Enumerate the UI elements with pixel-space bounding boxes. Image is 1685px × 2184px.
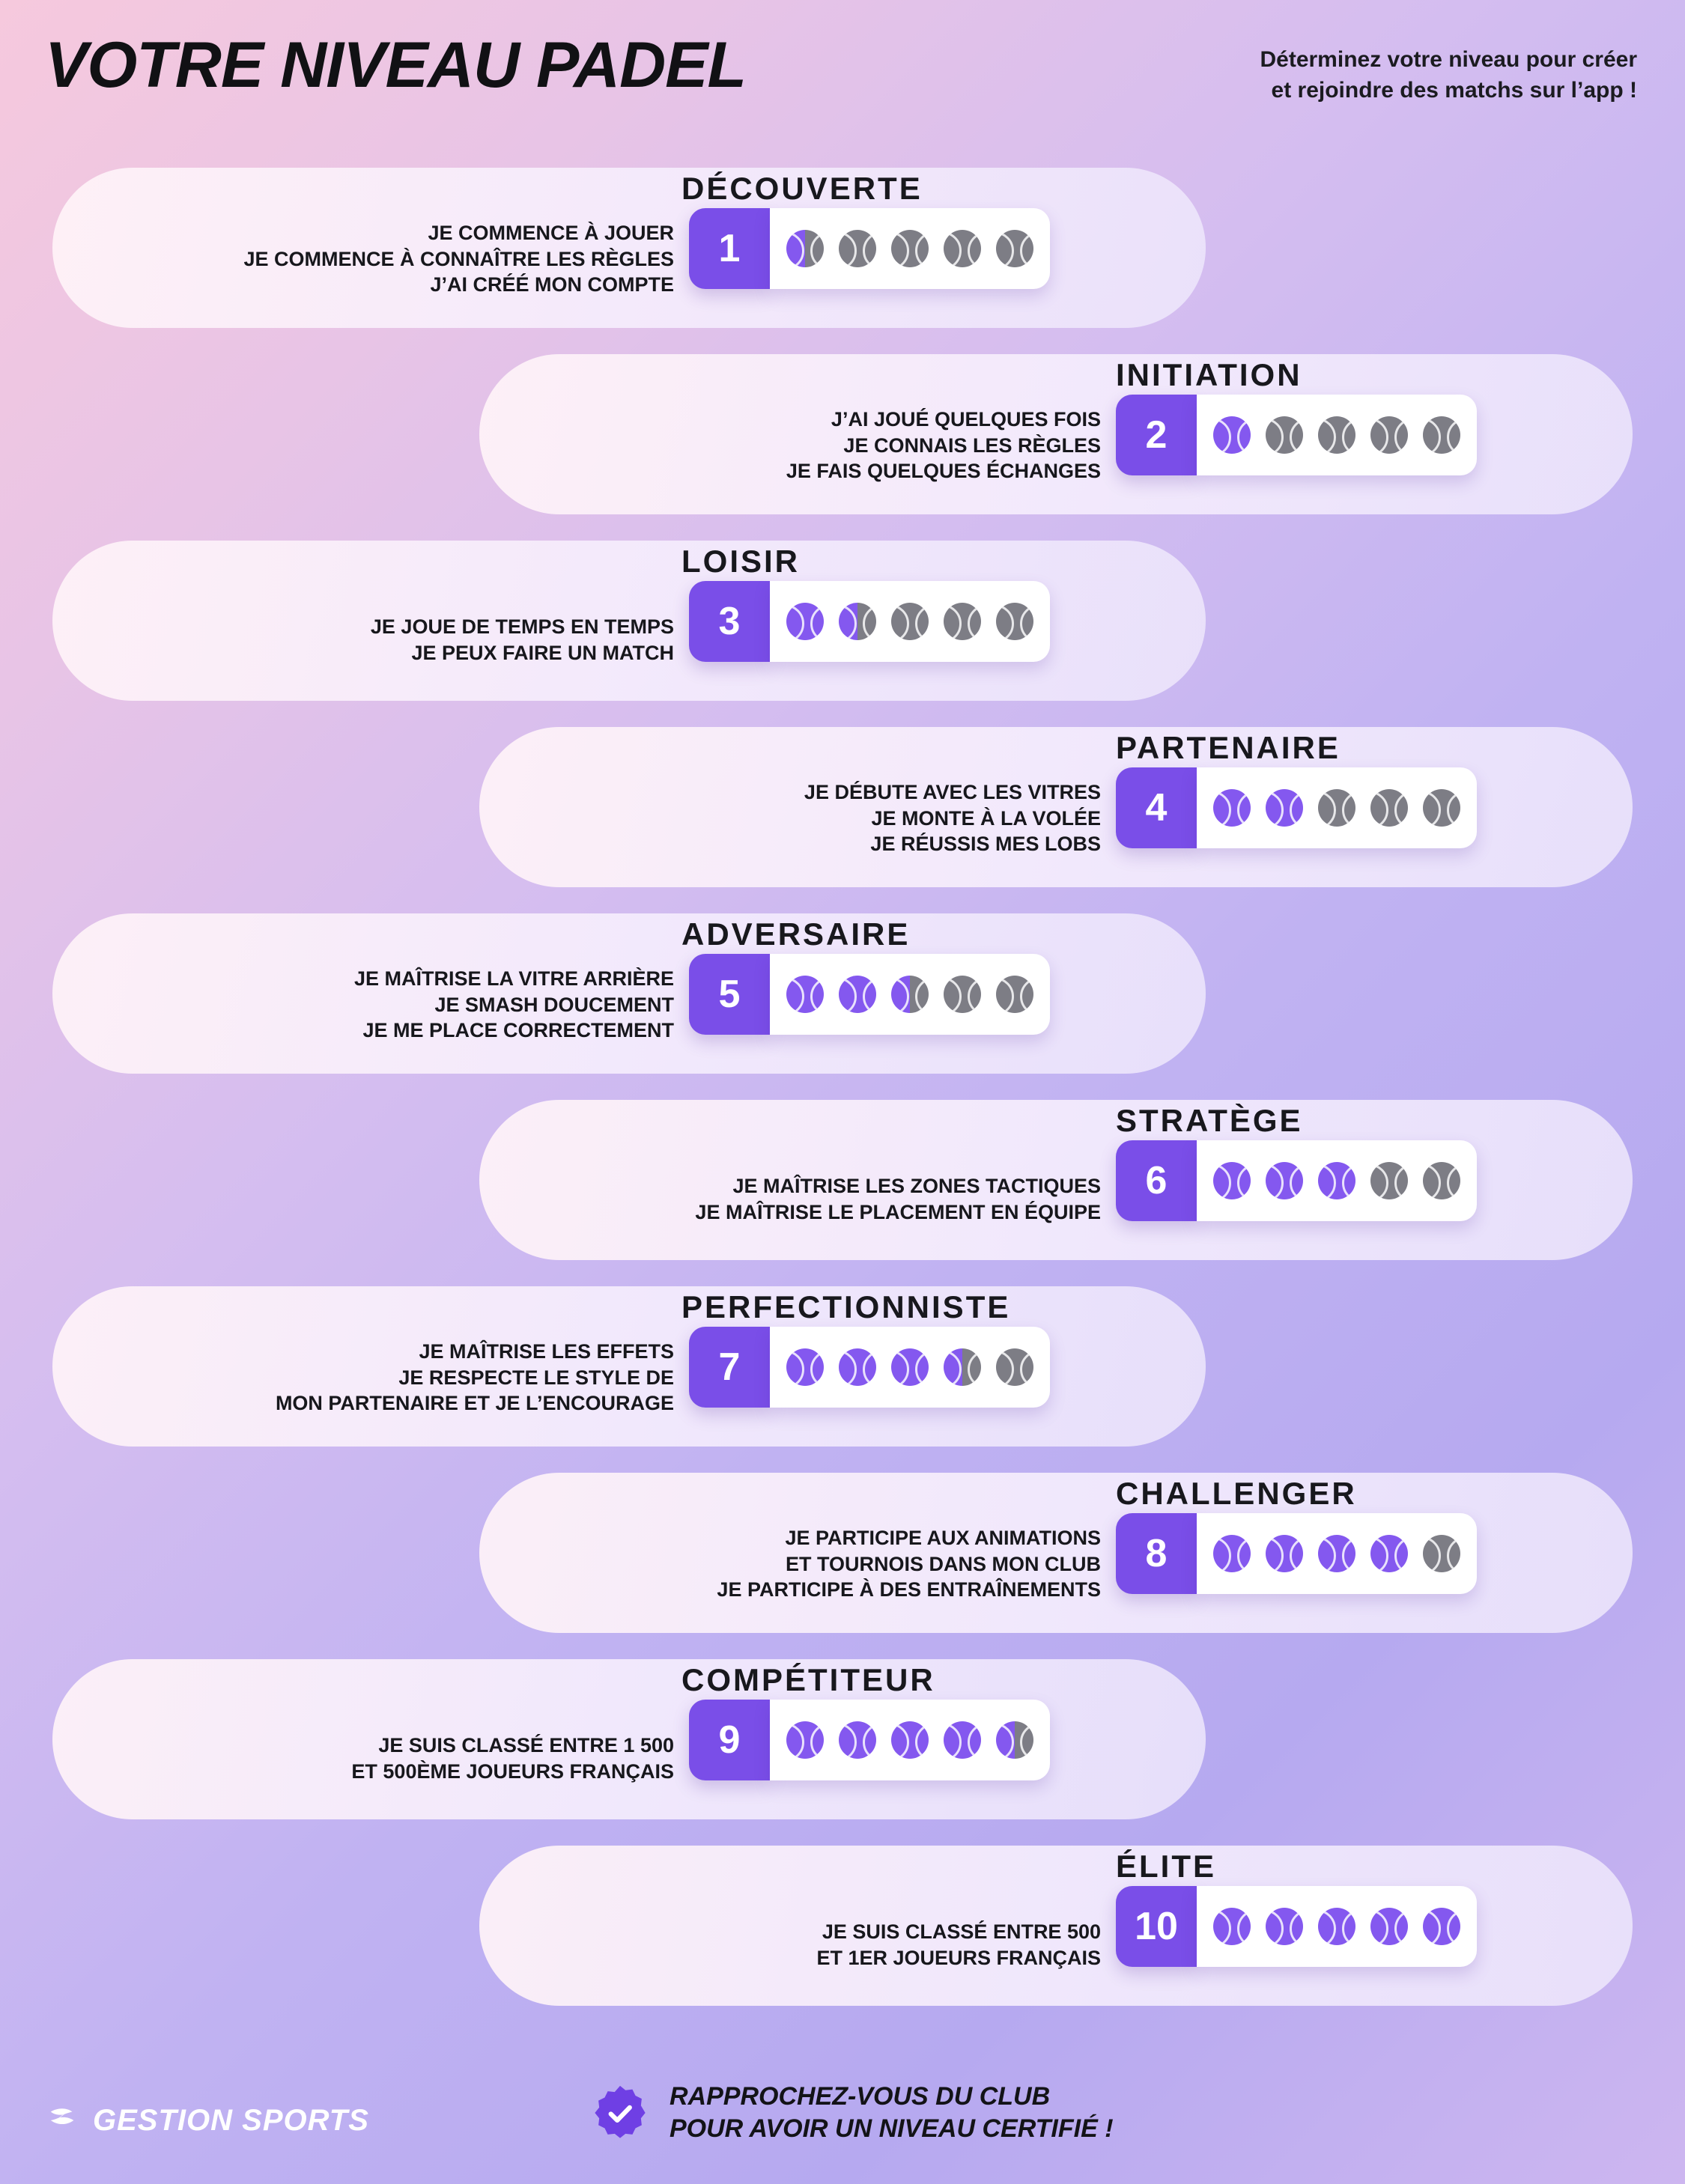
padel-ball-icon: [996, 976, 1033, 1013]
level-description-line: JE PARTICIPE À DES ENTRAÎNEMENTS: [717, 1578, 1101, 1602]
level-title: INITIATION: [1116, 357, 1302, 392]
level-row[interactable]: [0, 350, 1685, 536]
verified-check-badge-icon: [592, 2084, 649, 2141]
padel-ball-icon: [1266, 416, 1303, 454]
footer: [0, 2069, 1685, 2151]
level-description-line: JE PEUX FAIRE UN MATCH: [411, 641, 674, 664]
level-description: [276, 1339, 674, 1417]
level-meter[interactable]: [1116, 1513, 1477, 1594]
header-subtitle: [1023, 45, 1637, 106]
padel-ball-icon: [1423, 1908, 1460, 1945]
level-row[interactable]: [0, 1468, 1685, 1655]
level-description: [786, 407, 1101, 484]
level-title: DÉCOUVERTE: [681, 171, 923, 206]
level-description-line: JE MAÎTRISE LES ZONES TACTIQUES: [732, 1175, 1101, 1197]
padel-ball-icon: [839, 976, 876, 1013]
padel-ball-icon: [1423, 416, 1460, 454]
padel-ball-icon: [996, 1721, 1033, 1759]
padel-ball-icon: [1318, 416, 1355, 454]
header-subtitle-line-1: Déterminez votre niveau pour créer: [1260, 47, 1637, 72]
level-meter[interactable]: [689, 1700, 1050, 1780]
level-description-line: ET 1ER JOUEURS FRANÇAIS: [816, 1946, 1101, 1969]
level-description-line: JE CONNAIS LES RÈGLES: [843, 434, 1101, 457]
level-description-line: JE MAÎTRISE LA VITRE ARRIÈRE: [353, 967, 674, 990]
padel-ball-icon: [891, 230, 929, 267]
padel-ball-icon: [1318, 1908, 1355, 1945]
level-description-line: JE DÉBUTE AVEC LES VITRES: [804, 781, 1101, 803]
level-number-badge: 3: [689, 581, 770, 662]
brand-name: GESTION SPORTS: [93, 2103, 369, 2137]
level-description-line: JE RÉUSSIS MES LOBS: [870, 833, 1101, 856]
level-description: [243, 220, 674, 298]
padel-ball-icon: [1266, 1908, 1303, 1945]
level-description-line: J’AI JOUÉ QUELQUES FOIS: [831, 408, 1101, 431]
level-meter[interactable]: [1116, 1886, 1477, 1967]
level-description-line: JE MAÎTRISE LE PLACEMENT EN ÉQUIPE: [695, 1200, 1101, 1223]
level-number-badge: 6: [1116, 1140, 1197, 1221]
padel-ball-icon: [944, 603, 981, 640]
header-subtitle-line-2: et rejoindre des matchs sur l’app !: [1271, 77, 1637, 103]
level-meter[interactable]: [1116, 1140, 1477, 1221]
padel-ball-icon: [1213, 1908, 1251, 1945]
level-row[interactable]: [0, 536, 1685, 723]
padel-ball-icon: [1423, 1162, 1460, 1199]
levels-list: [0, 163, 1685, 2028]
level-description-line: JE PARTICIPE AUX ANIMATIONS: [785, 1527, 1101, 1549]
level-ball-rating: [770, 954, 1050, 1035]
level-meter[interactable]: [1116, 767, 1477, 848]
padel-ball-icon: [839, 230, 876, 267]
level-description-line: JE JOUE DE TEMPS EN TEMPS: [370, 615, 674, 638]
padel-ball-icon: [1318, 789, 1355, 827]
level-number-badge: 1: [689, 208, 770, 289]
brand-logo: [46, 2103, 369, 2138]
level-description-line: JE ME PLACE CORRECTEMENT: [362, 1019, 674, 1042]
level-description-line: ET 500ÈME JOUEURS FRANÇAIS: [351, 1759, 674, 1783]
level-row[interactable]: [0, 163, 1685, 350]
certification-line-2: POUR AVOIR UN NIVEAU CERTIFIÉ !: [670, 2114, 1114, 2144]
level-number-badge: 5: [689, 954, 770, 1035]
level-meter[interactable]: [689, 1327, 1050, 1408]
padel-ball-icon: [786, 1721, 824, 1759]
padel-ball-icon: [786, 976, 824, 1013]
level-description: [695, 1173, 1101, 1225]
padel-ball-icon: [786, 603, 824, 640]
level-description: [816, 1919, 1101, 1971]
level-row[interactable]: [0, 723, 1685, 909]
level-meter[interactable]: [689, 208, 1050, 289]
level-title: STRATÈGE: [1116, 1103, 1303, 1138]
level-row[interactable]: [0, 909, 1685, 1095]
padel-ball-icon: [1213, 1535, 1251, 1572]
level-description-line: JE RESPECTE LE STYLE DE: [398, 1366, 674, 1389]
level-title: COMPÉTITEUR: [681, 1662, 935, 1697]
padel-ball-icon: [1423, 1535, 1460, 1572]
level-description-line: JE FAIS QUELQUES ÉCHANGES: [786, 460, 1101, 483]
level-description: [804, 779, 1101, 857]
padel-ball-icon: [1213, 789, 1251, 827]
padel-ball-icon: [944, 976, 981, 1013]
padel-ball-icon: [1213, 416, 1251, 454]
padel-ball-icon: [1370, 1535, 1408, 1572]
padel-ball-icon: [786, 1348, 824, 1386]
padel-ball-icon: [1266, 1162, 1303, 1199]
level-description-line: J’AI CRÉÉ MON COMPTE: [430, 273, 674, 296]
level-description-line: JE SUIS CLASSÉ ENTRE 500: [822, 1920, 1101, 1943]
padel-ball-icon: [891, 976, 929, 1013]
level-description-line: JE COMMENCE À CONNAÎTRE LES RÈGLES: [243, 247, 674, 270]
level-description: [717, 1525, 1101, 1603]
padel-ball-icon: [944, 1721, 981, 1759]
padel-ball-icon: [996, 230, 1033, 267]
level-row[interactable]: [0, 1282, 1685, 1468]
level-title: PERFECTIONNISTE: [681, 1289, 1011, 1324]
level-meter[interactable]: [689, 581, 1050, 662]
page-title: VOTRE NIVEAU PADEL: [45, 29, 747, 101]
double-chevron-logo-icon: [46, 2103, 81, 2138]
padel-ball-icon: [996, 603, 1033, 640]
level-ball-rating: [1197, 395, 1477, 475]
level-ball-rating: [1197, 767, 1477, 848]
level-title: CHALLENGER: [1116, 1476, 1357, 1511]
padel-ball-icon: [891, 1348, 929, 1386]
level-meter[interactable]: [689, 954, 1050, 1035]
level-description-line: JE SMASH DOUCEMENT: [434, 993, 674, 1016]
padel-ball-icon: [1370, 416, 1408, 454]
level-description-line: ET TOURNOIS DANS MON CLUB: [785, 1552, 1101, 1575]
level-ball-rating: [1197, 1886, 1477, 1967]
level-description-line: JE MONTE À LA VOLÉE: [871, 806, 1101, 830]
level-meter[interactable]: [1116, 395, 1477, 475]
level-number-badge: 10: [1116, 1886, 1197, 1967]
padel-ball-icon: [1266, 1535, 1303, 1572]
padel-ball-icon: [839, 1721, 876, 1759]
padel-ball-icon: [1370, 789, 1408, 827]
level-title: ADVERSAIRE: [681, 916, 911, 952]
level-ball-rating: [770, 208, 1050, 289]
padel-ball-icon: [996, 1348, 1033, 1386]
padel-ball-icon: [786, 230, 824, 267]
level-title: ÉLITE: [1116, 1849, 1217, 1884]
level-description-line: MON PARTENAIRE ET JE L’ENCOURAGE: [275, 1392, 674, 1415]
level-ball-rating: [770, 1700, 1050, 1780]
padel-ball-icon: [944, 1348, 981, 1386]
level-description: [371, 614, 674, 666]
padel-ball-icon: [1318, 1535, 1355, 1572]
level-ball-rating: [770, 1327, 1050, 1408]
level-title: LOISIR: [681, 544, 801, 579]
certification-callout: [592, 2081, 1114, 2145]
header: [45, 28, 1640, 126]
level-description-line: JE COMMENCE À JOUER: [428, 222, 674, 244]
level-description-line: JE SUIS CLASSÉ ENTRE 1 500: [378, 1734, 674, 1756]
level-row[interactable]: [0, 1655, 1685, 1841]
level-row[interactable]: [0, 1095, 1685, 1282]
padel-ball-icon: [839, 1348, 876, 1386]
padel-ball-icon: [1318, 1162, 1355, 1199]
level-ball-rating: [1197, 1513, 1477, 1594]
level-number-badge: 9: [689, 1700, 770, 1780]
padel-ball-icon: [1266, 789, 1303, 827]
padel-ball-icon: [891, 1721, 929, 1759]
level-ball-rating: [1197, 1140, 1477, 1221]
padel-ball-icon: [839, 603, 876, 640]
level-ball-rating: [770, 581, 1050, 662]
padel-ball-icon: [1423, 789, 1460, 827]
padel-ball-icon: [944, 230, 981, 267]
level-description: [354, 966, 674, 1044]
level-title: PARTENAIRE: [1116, 730, 1341, 765]
padel-ball-icon: [1370, 1908, 1408, 1945]
level-description-line: JE MAÎTRISE LES EFFETS: [419, 1340, 674, 1363]
padel-ball-icon: [891, 603, 929, 640]
certification-line-1: RAPPROCHEZ-VOUS DU CLUB: [670, 2082, 1051, 2111]
padel-ball-icon: [1370, 1162, 1408, 1199]
level-number-badge: 7: [689, 1327, 770, 1408]
level-number-badge: 8: [1116, 1513, 1197, 1594]
level-description: [351, 1733, 674, 1784]
certification-text: [670, 2081, 1114, 2145]
padel-ball-icon: [1213, 1162, 1251, 1199]
level-number-badge: 4: [1116, 767, 1197, 848]
level-row[interactable]: [0, 1841, 1685, 2028]
level-number-badge: 2: [1116, 395, 1197, 475]
